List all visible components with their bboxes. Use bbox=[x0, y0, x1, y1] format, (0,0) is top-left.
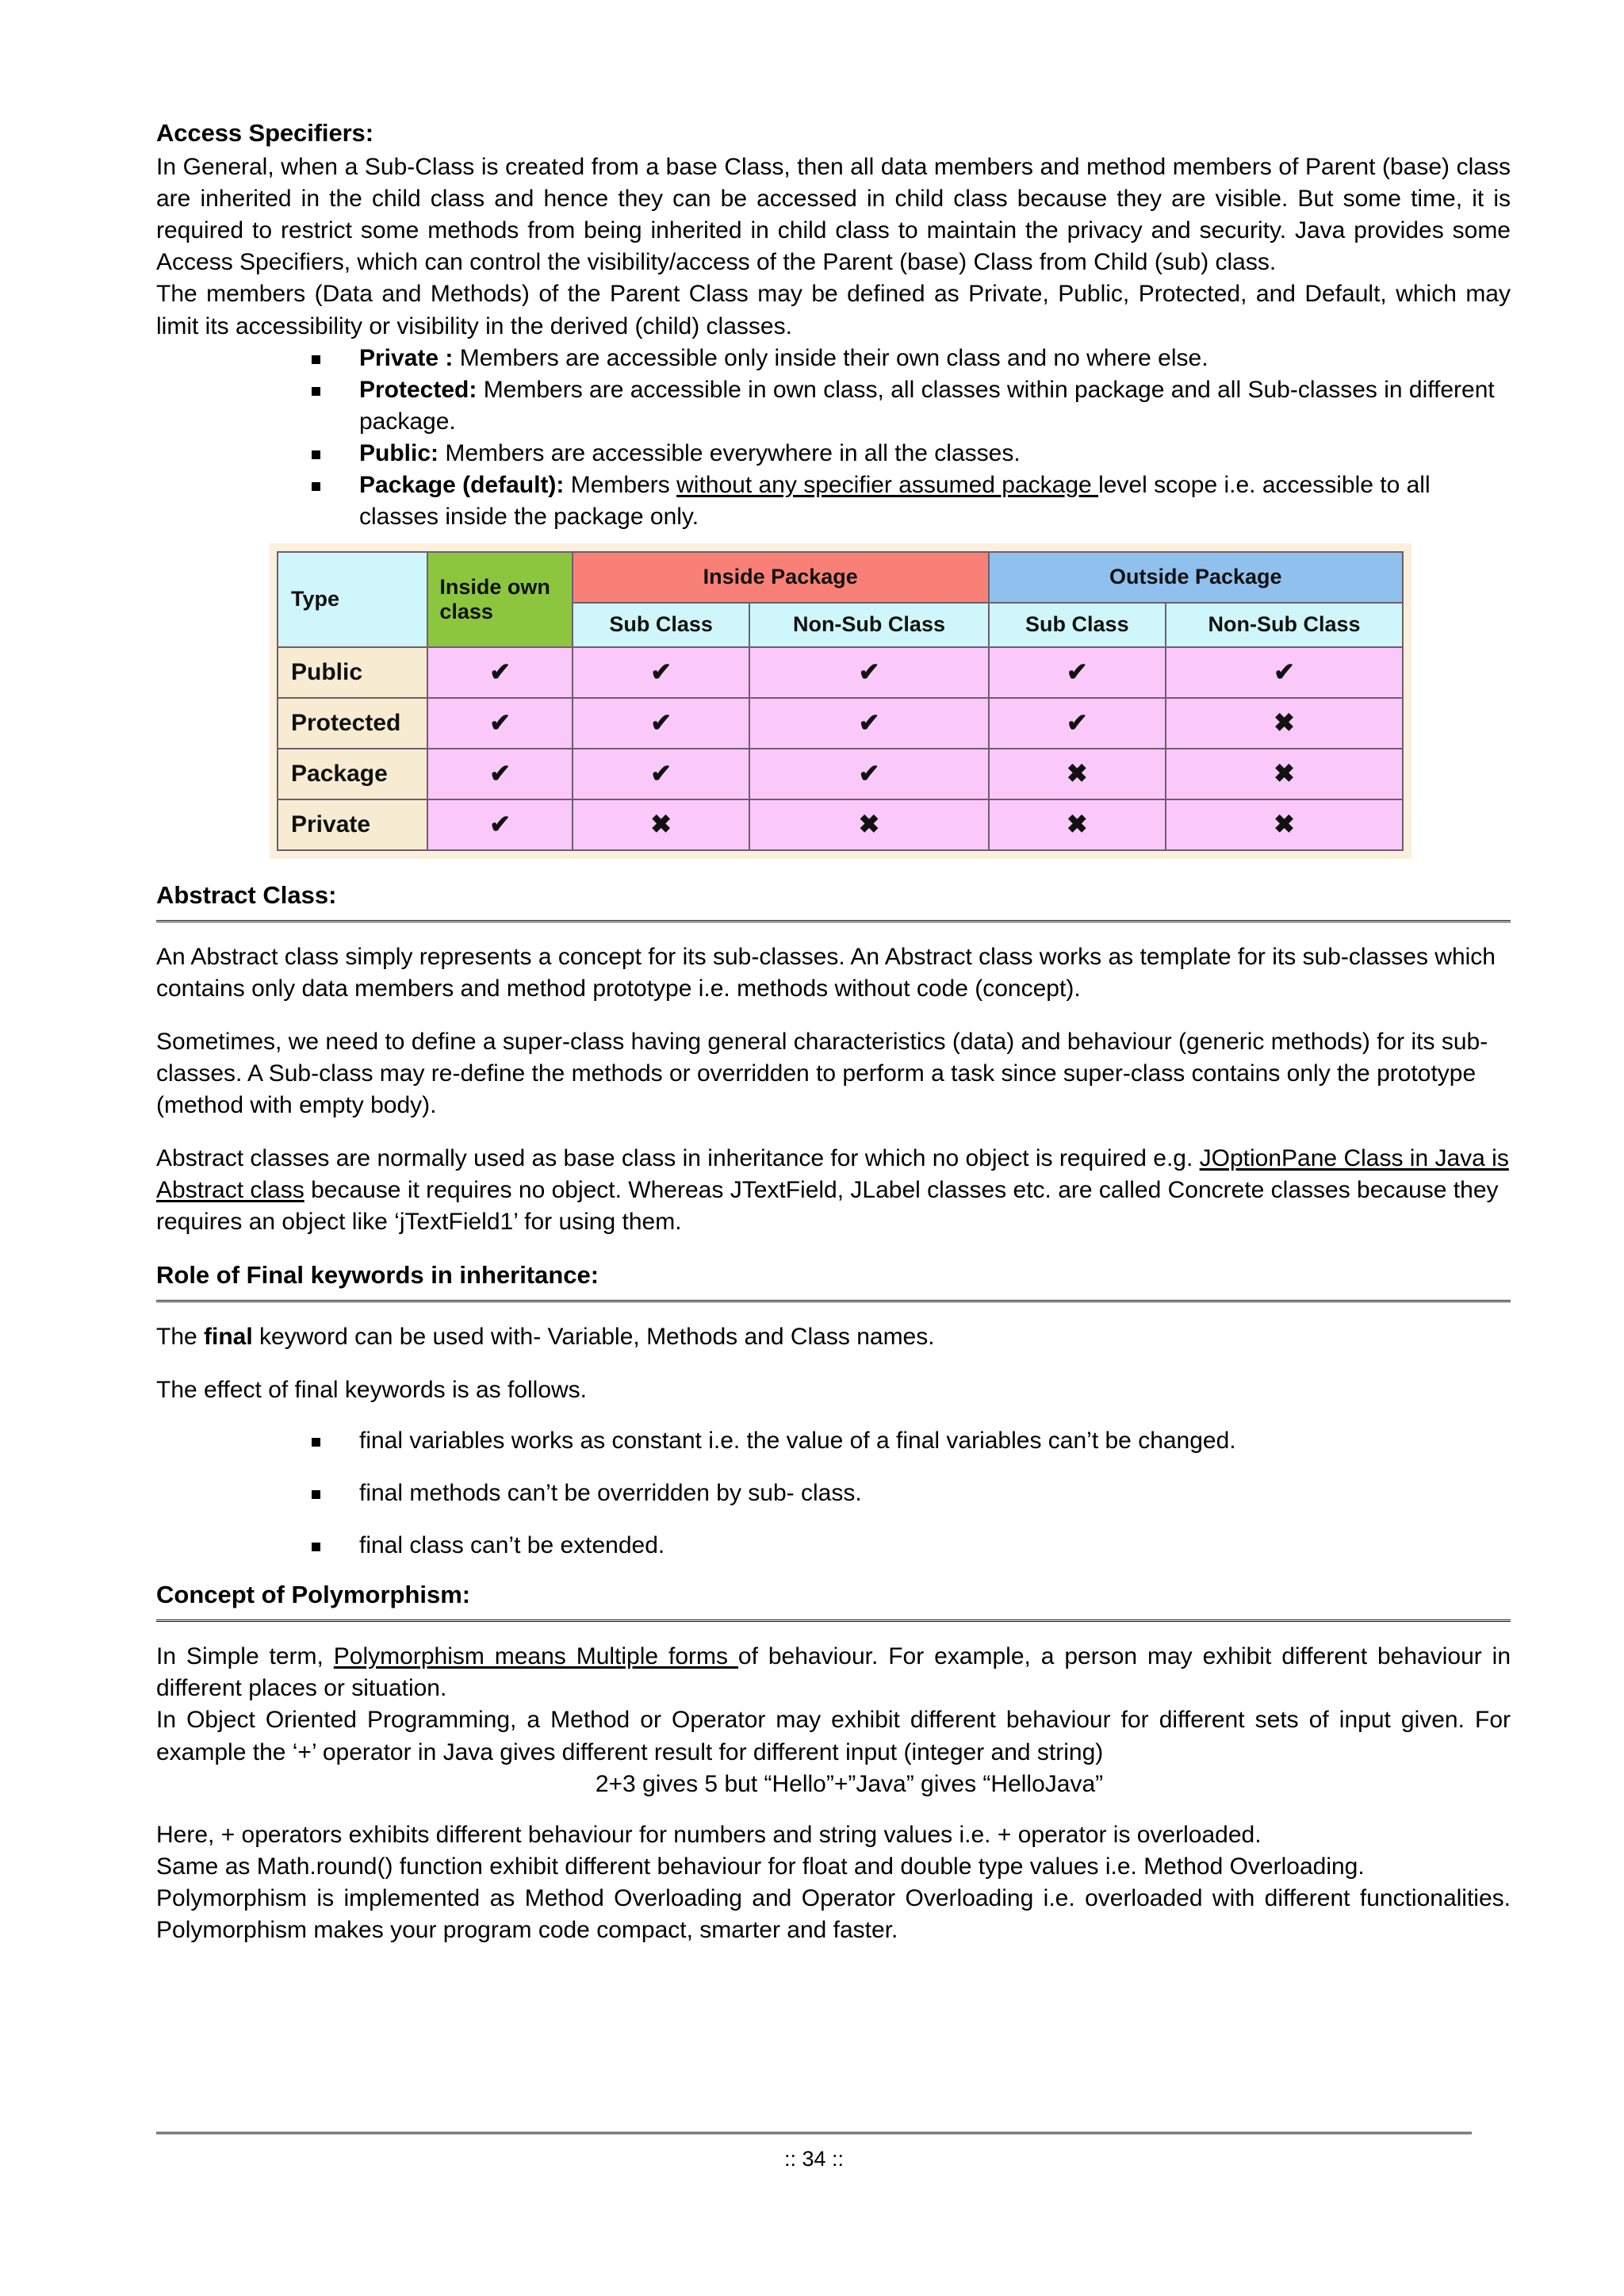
para3-before: Abstract classes are normally used as base class in inheritance for which no object is required e.g. bbox=[156, 1145, 1200, 1172]
access-specifier-table bbox=[277, 551, 1404, 851]
cell-mark: ✔ bbox=[1066, 708, 1088, 738]
para3-underlined: JOptionPane Class in Java is Abstract class bbox=[156, 1145, 1509, 1204]
final-keywords-heading: Role of Final keywords in inheritance: bbox=[156, 1260, 599, 1289]
list-item: final variables works as constant i.e. the value of a final variables can’t be changed. bbox=[307, 1425, 1511, 1457]
bullet-text-before: Members bbox=[564, 471, 677, 498]
para3-after: because it requires no object. Whereas JTextField, JLabel classes etc. are called Concrete classes because they requires an object like ‘jTextField1’ for using them. bbox=[156, 1177, 1499, 1236]
bullet-text-underlined: without any specifier assumed package bbox=[676, 471, 1099, 498]
cell-mark: ✔ bbox=[489, 759, 511, 788]
cell-mark: ✖ bbox=[1066, 810, 1088, 839]
final-keyword-bold: final bbox=[204, 1323, 253, 1350]
page-number-footer: :: 34 :: bbox=[783, 2147, 845, 2171]
list-item bbox=[307, 438, 1511, 470]
abstract-class-paragraph-2: Sometimes, we need to define a super-class having general characteristics (data) and behaviour (generic methods) for its sub-classes. A Sub-class may re-define the methods or overridden to perform a task since super-class contains only the prototype (method with empty body). bbox=[156, 1029, 1488, 1119]
final-keywords-paragraph-2: The effect of final keywords is as follows. bbox=[156, 1376, 588, 1403]
polymorphism-heading-wrap bbox=[156, 1579, 1511, 1622]
page-title: Access Specifiers: bbox=[156, 119, 373, 147]
table-row bbox=[278, 749, 1403, 799]
header-type: Type bbox=[278, 552, 427, 647]
bullet-text-after: level scope i.e. accessible to all classes inside the package only. bbox=[359, 471, 1431, 530]
table-row bbox=[278, 647, 1403, 698]
bullet-text: Members are accessible in own class, all classes within package and all Sub-classes in different package. bbox=[359, 376, 1495, 435]
polymorphism-paragraph-2: In Object Oriented Programming, a Method or Operator may exhibit different behaviour for different sets of input given. For example the ‘+’ operator in Java gives different result for different input (integer and string) bbox=[156, 1707, 1511, 1765]
header-inside-package: Inside Package bbox=[573, 552, 989, 603]
header-outside-sub-class: Sub Class bbox=[989, 603, 1166, 647]
poly-para-underlined: Polymorphism means Multiple forms bbox=[333, 1643, 738, 1670]
cell-mark: ✔ bbox=[489, 708, 511, 738]
access-specifiers-paragraph-2: The members (Data and Methods) of the Parent Class may be defined as Private, Public, Protected, and Default, which may limit its accessibility or visibility in the derived (child) classes. bbox=[156, 281, 1511, 339]
final-keywords-paragraph-1 bbox=[156, 1321, 1511, 1353]
cell-mark: ✔ bbox=[858, 708, 880, 738]
list-item bbox=[307, 343, 1511, 374]
polymorphism-paragraph-4: Same as Math.round() function exhibit different behaviour for float and double type values i.e. Method Overloading. bbox=[156, 1853, 1365, 1880]
cell-mark: ✔ bbox=[1066, 657, 1088, 687]
cell-mark: ✖ bbox=[650, 810, 672, 839]
header-outside-package: Outside Package bbox=[989, 552, 1403, 603]
access-specifier-table-frame bbox=[270, 543, 1411, 859]
list-item: final methods can’t be overridden by sub- class. bbox=[307, 1478, 1511, 1509]
access-specifiers-bullet-list bbox=[156, 343, 1511, 533]
row-label-private: Private bbox=[278, 799, 427, 850]
poly-para-after: of behaviour. For example, a person may exhibit different behaviour in different places or situation. bbox=[156, 1643, 1511, 1702]
row-label-package: Package bbox=[278, 749, 427, 799]
bullet-term: Package (default): bbox=[359, 471, 565, 498]
bullet-term: Private : bbox=[359, 344, 454, 371]
cell-mark: ✖ bbox=[1274, 759, 1295, 788]
abstract-class-heading-wrap bbox=[156, 880, 1511, 922]
cell-mark: ✔ bbox=[858, 759, 880, 788]
abstract-class-heading: Abstract Class: bbox=[156, 880, 337, 909]
header-inside-sub-class: Sub Class bbox=[573, 603, 750, 647]
abstract-class-paragraph-1: An Abstract class simply represents a concept for its sub-classes. An Abstract class works as template for its sub-classes which contains only data members and method prototype i.e. methods without code (concept). bbox=[156, 944, 1496, 1002]
table-row bbox=[278, 799, 1403, 850]
list-item bbox=[307, 470, 1511, 533]
cell-mark: ✔ bbox=[650, 708, 672, 738]
polymorphism-heading: Concept of Polymorphism: bbox=[156, 1581, 471, 1609]
row-label-public: Public bbox=[278, 647, 427, 698]
polymorphism-example-line: 2+3 gives 5 but “Hello”+”Java” gives “HelloJava” bbox=[595, 1770, 1104, 1797]
cell-mark: ✖ bbox=[1274, 708, 1295, 738]
polymorphism-paragraph-3: Here, + operators exhibits different behaviour for numbers and string values i.e. + operator is overloaded. bbox=[156, 1821, 1262, 1848]
poly-para-before: In Simple term, bbox=[156, 1643, 334, 1670]
bullet-term: Public: bbox=[359, 439, 439, 466]
cell-mark: ✖ bbox=[858, 810, 880, 839]
header-inside-non-sub-class: Non-Sub Class bbox=[749, 603, 988, 647]
page-content bbox=[156, 117, 1511, 1946]
cell-mark: ✔ bbox=[489, 657, 511, 687]
cell-mark: ✔ bbox=[489, 810, 511, 839]
final-keywords-bullet-list bbox=[156, 1425, 1511, 1562]
polymorphism-paragraph-5: Polymorphism is implemented as Method Overloading and Operator Overloading i.e. overloaded with different functionalities. Polymorphism makes your program code compact, smarter and faster. bbox=[156, 1884, 1511, 1943]
list-item: final class can’t be extended. bbox=[307, 1530, 1511, 1562]
cell-mark: ✔ bbox=[858, 657, 880, 687]
cell-mark: ✔ bbox=[1274, 657, 1295, 687]
list-item bbox=[307, 374, 1511, 438]
header-inside-own-class: Inside own class bbox=[427, 552, 573, 647]
abstract-class-paragraph-3 bbox=[156, 1143, 1511, 1238]
bullet-term: Protected: bbox=[359, 376, 477, 403]
final-keywords-heading-wrap bbox=[156, 1259, 1511, 1302]
cell-mark: ✔ bbox=[650, 759, 672, 788]
table-header-row-1 bbox=[278, 552, 1403, 603]
header-outside-non-sub-class: Non-Sub Class bbox=[1166, 603, 1403, 647]
bullet-text: Members are accessible only inside their own class and no where else. bbox=[453, 344, 1208, 371]
bullet-text: Members are accessible everywhere in all the classes. bbox=[439, 439, 1021, 466]
polymorphism-paragraph-1 bbox=[156, 1641, 1511, 1704]
cell-mark: ✔ bbox=[650, 657, 672, 687]
footer-divider bbox=[156, 2132, 1472, 2134]
access-specifiers-paragraph-1: In General, when a Sub-Class is created from a base Class, then all data members and method members of Parent (base) class are inherited in the child class and hence they can be accessed in child class because they are visible. But some time, it is required to restrict some methods from being inherited in child class to maintain the privacy and security. Java provides some Access Specifiers, which can control the visibility/access of the Parent (base) Class from Child (sub) class. bbox=[156, 154, 1511, 276]
cell-mark: ✖ bbox=[1274, 810, 1295, 839]
cell-mark: ✖ bbox=[1066, 759, 1088, 788]
final-para-before: The bbox=[156, 1323, 205, 1350]
table-row bbox=[278, 698, 1403, 749]
final-para-after: keyword can be used with- Variable, Methods and Class names. bbox=[252, 1323, 935, 1350]
row-label-protected: Protected bbox=[278, 698, 427, 749]
